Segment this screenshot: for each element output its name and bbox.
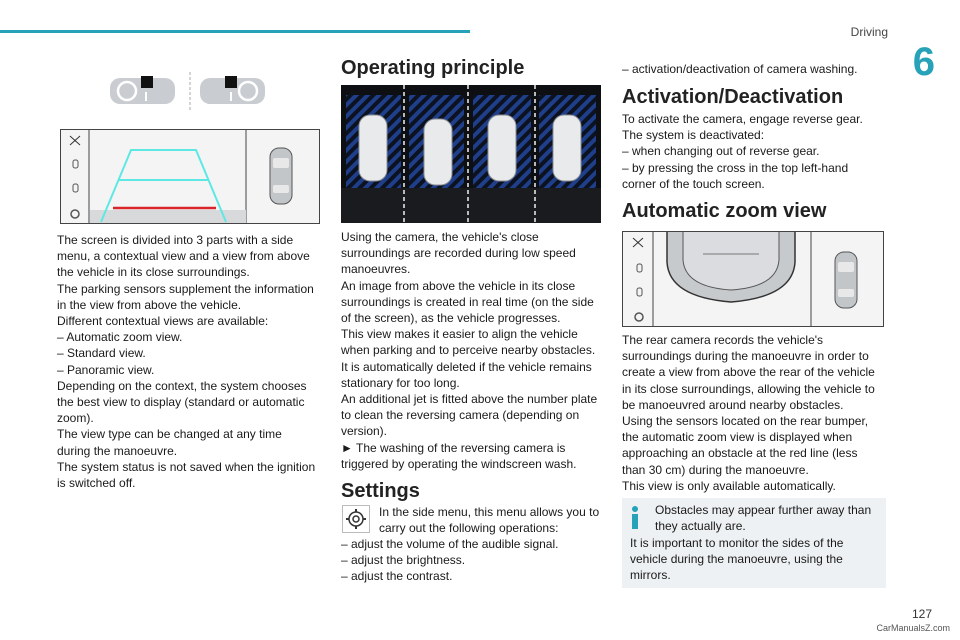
sensor-icon [637,264,642,272]
car-top-view-icon [424,119,452,185]
settings-intro: In the side menu, this menu allows you to carry out the following operations: [379,505,600,536]
activation-heading: Activation/Deactivation [622,86,844,108]
car-top-view-icon [270,148,292,204]
zoom-heading: Automatic zoom view [622,200,827,222]
sensor-icon [73,184,78,192]
close-icon [70,136,80,145]
settings-gear-icon [635,313,643,321]
camera-illustration [105,70,270,115]
section-title: Driving [850,25,888,39]
zoom-paragraph: The rear camera records the vehicle's surroundings during the manoeuvre in order to create a view from above the rear of the vehicle in its close surroundings, allowing the vehicle to be manoeuvred around nearby obstacles. Using the sensors located on the rear bumper, the automatic zoom view is displayed when approaching an obstacle at the red line (less than 30 cm) during the manoeuvre. This view is only available automatically. [622,333,875,493]
camera-washing-item: – activation/deactivation of camera washing. [622,62,858,76]
settings-list [341,536,558,585]
car-top-view-icon [835,252,857,308]
list-item: – adjust the contrast. [341,569,453,584]
note-intro: Obstacles may appear further away than they actually are. [655,503,872,534]
steering-wheel-icon [110,76,175,104]
activation-paragraph: To activate the camera, engage reverse gear. The system is deactivated: – when changing out of reverse gear. – by pressing the cross in the top left-hand corner of the touch screen. [622,112,863,191]
settings-gear-icon [342,505,370,533]
car-top-view-icon [359,115,387,181]
watermark: CarManualsZ.com [876,623,950,633]
note-body: It is important to monitor the sides of the vehicle during the manoeuvre, using the mirrors. [630,536,844,583]
zoom-screen-panel [622,231,884,327]
car-top-view-icon [553,115,581,181]
left-paragraph: The screen is divided into 3 parts with a side menu, a contextual view and a view from above the vehicle in its close surroundings. The parking sensors supplement the information in the view from above the vehicle. Different contextual views are available: – Automatic zoom view. – Standard view. – Panoramic view. Depending on the context, the system chooses the best view to display (standard or automatic zoom). The view type can be changed at any time during the manoeuvre. The system status is not saved when the ignition is switched off. [57,233,316,491]
camera-views-illustration [341,85,601,223]
close-icon [633,238,643,247]
settings-heading: Settings [341,480,420,502]
camera-screen-panel [60,129,320,224]
header-accent-bar [0,30,470,33]
info-icon [627,505,647,531]
steering-wheel-icon [200,76,265,104]
middle-paragraph: Using the camera, the vehicle's close surroundings are recorded during low speed manoeuvres. An image from above the vehicle in its close surroundings is created in real time (on the side of the screen), as the vehicle progresses. This view makes it easier to align the vehicle when parking and to perceive nearby obstacles. It is automatically deleted if the vehicle remains stationary for too long. An additional jet is fitted above the number plate to clean the reversing camera (depending on version). ► The washing of the reversing camera is triggered by operating the windscreen wash. [341,230,598,471]
page-number: 127 [911,607,932,621]
settings-gear-icon [71,210,79,218]
chapter-number: 6 [912,40,935,84]
list-item: – adjust the volume of the audible signal. [341,537,559,551]
operating-principle-heading: Operating principle [341,57,525,79]
car-top-view-icon [488,115,516,181]
sensor-icon [637,288,642,296]
sensor-icon [73,160,78,168]
list-item: – adjust the brightness. [341,553,466,568]
